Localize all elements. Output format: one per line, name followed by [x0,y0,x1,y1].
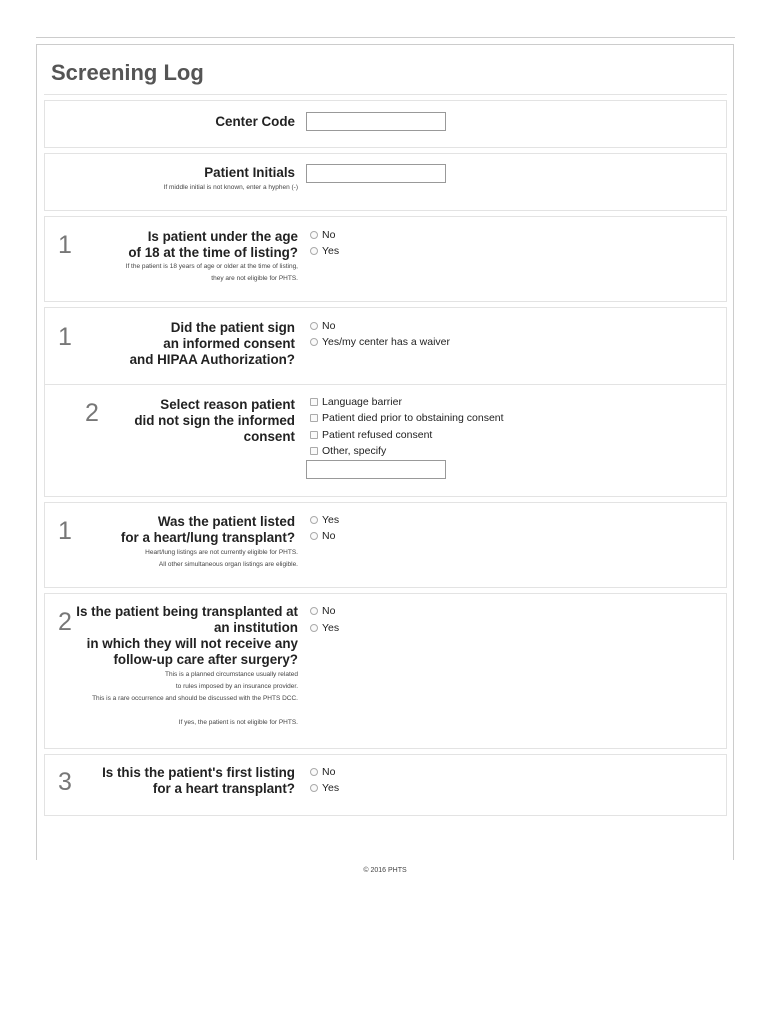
radio-button[interactable] [310,784,318,792]
checkbox[interactable] [310,398,318,406]
checkbox[interactable] [310,431,318,439]
radio-button[interactable] [310,231,318,239]
first-listing-question-number: 3 [58,768,72,796]
top-divider [36,37,735,38]
first-listing-option-yes[interactable]: Yes [310,780,339,796]
patient-initials-input[interactable] [306,164,446,183]
center-code-input[interactable] [306,112,446,131]
title-divider [44,94,727,95]
radio-button[interactable] [310,338,318,346]
institution-question-note: This is a planned circumstance usually related to rules imposed by an insurance provider. This is a rare occurrence and should be discussed with the PHTS DCC. If yes, the patient is not eligible for PHTS. [92,671,298,726]
heartlung-question-number: 1 [58,517,72,545]
section-divider [44,384,727,385]
radio-button[interactable] [310,607,318,615]
center-code-label: Center Code [215,114,295,129]
institution-question-label: Is the patient being transplanted at an institution in which they will not receive any follow-up care after surgery? [76,604,298,667]
consent-option-yes-waiver[interactable]: Yes/my center has a waiver [310,334,450,350]
institution-option-no[interactable]: No [310,603,335,619]
radio-button[interactable] [310,322,318,330]
heartlung-question-label: Was the patient listed for a heart/lung transplant? [120,514,295,545]
age-option-no[interactable]: No [310,227,335,243]
reason-option-other[interactable]: Other, specify [310,443,386,459]
institution-question-number: 2 [58,608,72,636]
reason-option-patient-refused[interactable]: Patient refused consent [310,427,432,443]
checkbox[interactable] [310,414,318,422]
reason-question-label: Select reason patient did not sign the informed consent [134,397,295,444]
institution-option-yes[interactable]: Yes [310,620,339,636]
consent-question-number: 1 [58,323,72,351]
radio-button[interactable] [310,768,318,776]
footer-copyright: © 2016 PHTS [363,867,407,874]
page-title: Screening Log [51,60,204,85]
reason-question-number: 2 [85,399,99,427]
age-question-note: If the patient is 18 years of age or older at the time of listing, they are not eligible for PHTS. [125,263,298,282]
reason-option-patient-died[interactable]: Patient died prior to obstaining consent [310,410,504,426]
first-listing-question-label: Is this the patient's first listing for a heart transplant? [102,765,295,796]
age-question-label: Is patient under the age of 18 at the time of listing? [128,229,298,260]
consent-option-no[interactable]: No [310,318,335,334]
first-listing-option-no[interactable]: No [310,764,335,780]
checkbox[interactable] [310,447,318,455]
reason-option-language-barrier[interactable]: Language barrier [310,394,402,410]
reason-other-specify-input[interactable] [306,460,446,479]
patient-initials-label: Patient Initials [204,165,295,180]
radio-button[interactable] [310,624,318,632]
consent-question-label: Did the patient sign an informed consent and HIPAA Authorization? [129,320,295,367]
heartlung-question-note: Heart/lung listings are not currently eligible for PHTS. All other simultaneous organ listings are eligible. [145,549,298,568]
age-question-number: 1 [58,231,72,259]
radio-button[interactable] [310,516,318,524]
age-option-yes[interactable]: Yes [310,243,339,259]
heartlung-option-yes[interactable]: Yes [310,512,339,528]
heartlung-option-no[interactable]: No [310,528,335,544]
patient-initials-note: If middle initial is not known, enter a hyphen (-) [163,184,298,191]
radio-button[interactable] [310,247,318,255]
radio-button[interactable] [310,532,318,540]
